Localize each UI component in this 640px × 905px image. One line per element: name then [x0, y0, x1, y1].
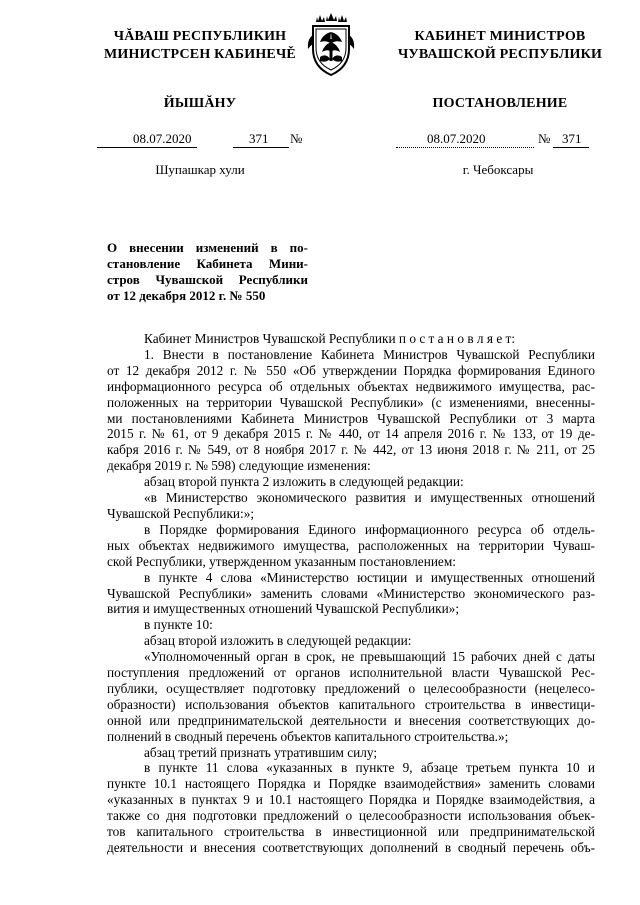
- right-date: 08.07.2020: [427, 131, 486, 146]
- right-number-sign: №: [538, 131, 551, 146]
- right-number-underline: [553, 147, 589, 148]
- header-right-line-2: ЧУВАШСКОЙ РЕСПУБЛИКИ: [397, 47, 603, 62]
- left-date: 08.07.2020: [133, 131, 192, 146]
- body-line: кабря 2016 г. № 549, от 8 ноября 2017 г. № 442, от 13 июня 2018 г. № 211, от 25: [107, 442, 595, 458]
- subject-line-1: О внесении изменений в по-: [107, 240, 308, 255]
- city-left: Шупашкар хули: [155, 162, 245, 177]
- body-line: поступления предложений от органов исполнительной власти Чувашской Рес-: [107, 665, 595, 681]
- left-number-sign: №: [290, 131, 303, 146]
- right-number: 371: [562, 131, 582, 146]
- body-line: в Порядке формирования Единого информационного ресурса об отдель-: [144, 521, 595, 537]
- body-line: ской Республики, утвержденном указанным постановлением:: [107, 553, 456, 569]
- document-body: [107, 331, 595, 856]
- body-line: полнений в сводный перечень объектов капитального строительства.»;: [107, 728, 509, 744]
- body-line: Чувашской Республики» заменить словами «Министерство экономического раз-: [107, 585, 595, 601]
- header-left-line-1: ЧĂВАШ РЕСПУБЛИКИН: [113, 29, 287, 44]
- header-left-doc-type: ЙЫШĂНУ: [163, 96, 237, 111]
- body-line: деятельности и внесения соответствующих дополнений в сводный перечень объ-: [107, 840, 595, 855]
- header-right-line-1: КАБИНЕТ МИНИСТРОВ: [414, 29, 586, 44]
- body-line: образности) использования объектов капитального строительства в инвестици-: [107, 696, 595, 712]
- document-subject: [107, 240, 308, 304]
- body-line: в пункте 4 слова «Министерство юстиции и имущественных отношений: [144, 569, 595, 585]
- right-date-underline: [396, 147, 534, 148]
- body-line: абзац второй пункта 2 изложить в следующей редакции:: [144, 474, 464, 490]
- body-line: «в Министерство экономического развития и имущественных отношений: [144, 490, 595, 506]
- left-date-underline: [97, 147, 197, 148]
- coat-of-arms-emblem: [304, 13, 358, 77]
- body-line: положенных на территории Чувашской Республики» (с изменениями, внесенны-: [107, 394, 595, 410]
- body-line: Чувашской Республики:»;: [107, 505, 255, 521]
- body-line: онной или предпринимательской деятельности и внесения соответствующих до-: [107, 712, 595, 728]
- header-right: [385, 28, 615, 64]
- subject-line-3: стров Чувашской Республики: [107, 272, 308, 287]
- subject-line-2: становление Кабинета Мини-: [107, 256, 308, 271]
- body-line: в пункте 11 слова «указанных в пункте 9, абзаце третьем пункта 10 и: [144, 760, 595, 776]
- body-line: тов капитального строительства в инвестиционной или предпринимательской: [107, 824, 595, 840]
- subject-line-4: от 12 декабря 2012 г. № 550: [107, 288, 266, 303]
- body-line: вития и имущественных отношений Чувашской Республики»;: [107, 601, 460, 617]
- body-line: «указанных в пунктах 9 и 10.1 настоящего Порядка и Порядке взаимодействия, а: [107, 792, 595, 808]
- left-number-underline: [233, 147, 289, 148]
- city-right: г. Чебоксары: [462, 162, 534, 177]
- body-line: в пункте 10:: [144, 617, 213, 633]
- body-line: также со дня подготовки предложений о целесообразности использования объек-: [107, 808, 595, 824]
- body-line: пункте 10.1 настоящего Порядка и Порядке взаимодействия» заменить словами: [107, 776, 595, 792]
- body-line: 2015 г. № 61, от 9 декабря 2015 г. № 440, от 14 апреля 2016 г. № 133, от 19 де-: [107, 426, 595, 442]
- body-line: «Уполномоченный орган в срок, не превышающий 15 рабочих дней с даты: [144, 649, 595, 665]
- body-line: от 12 декабря 2012 г. № 550 «Об утверждении Порядка формирования Единого: [107, 362, 595, 378]
- body-line: 1. Внести в постановление Кабинета Министров Чувашской Республики: [144, 346, 595, 362]
- body-line: декабря 2019 г. № 598) следующие изменения:: [107, 458, 371, 474]
- body-line: абзац третий признать утратившим силу;: [144, 744, 378, 760]
- header-right-doc-type: ПОСТАНОВЛЕНИЕ: [432, 96, 568, 111]
- body-line: Кабинет Министров Чувашской Республики п о с т а н о в л я е т:: [144, 331, 516, 346]
- body-line: ми постановлениями Кабинета Министров Чувашской Республики от 3 марта: [107, 410, 595, 426]
- body-line: абзац второй изложить в следующей редакции:: [144, 633, 412, 649]
- header-left: [95, 28, 305, 64]
- body-line: публики, осуществляет подготовку предложений о целесообразности (нецелесо-: [107, 680, 595, 696]
- body-line: информационного ресурса об отдельных объектах недвижимого имущества, рас-: [107, 378, 595, 394]
- header-left-line-2: МИНИСТРСЕН КАБИНЕЧĚ: [104, 47, 296, 62]
- left-number: 371: [249, 131, 269, 146]
- body-line: ных объектах недвижимого имущества, расположенных на территории Чуваш-: [107, 537, 595, 553]
